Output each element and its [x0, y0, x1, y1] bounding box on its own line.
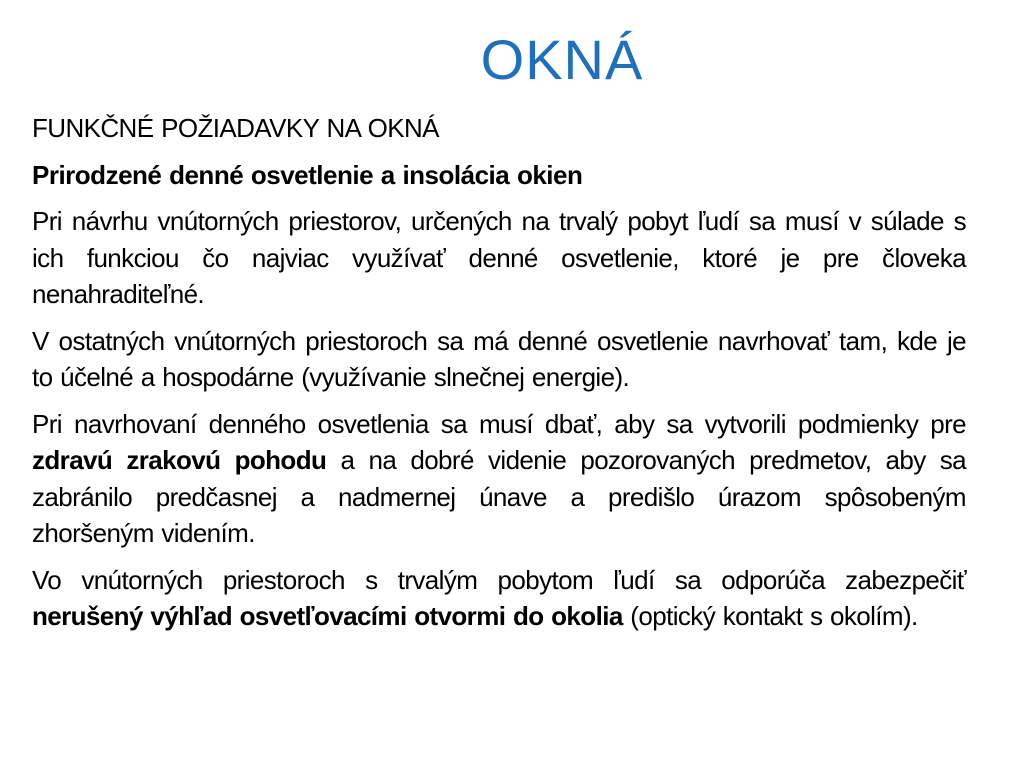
slide-body — [32, 110, 966, 645]
text-run: Pri navrhovaní denného osvetlenia sa musí dbať, aby sa vytvorili podmienky pre — [32, 408, 966, 439]
text-run: a na dobré videnie pozorovaných predmetov, aby sa zabránilo predčasnej a nadmernej únave a predišlo úrazom spôsobeným zhoršeným videním. — [32, 445, 967, 548]
paragraph-outside-view — [32, 562, 966, 635]
paragraph-other-interiors: V ostatných vnútorných priestoroch sa má denné osvetlenie navrhovať tam, kde je to účelné a hospodárne (využívanie slnečnej energie). — [32, 325, 966, 392]
text-run: Vo vnútorných priestoroch s trvalým pobytom ľudí sa odporúča zabezpečiť — [32, 564, 966, 595]
subsection-heading: Prirodzené denné osvetlenie a insolácia okien — [32, 159, 583, 190]
paragraph-visual-comfort — [32, 406, 966, 552]
emphasis-text: nerušený výhľad osvetľovacími otvormi do okolia — [32, 601, 623, 631]
emphasis-text: zdravú zrakovú pohodu — [32, 445, 327, 475]
paragraph-design-interiors: Pri návrhu vnútorných priestorov, určených na trvalý pobyt ľudí sa musí v súlade s ich funkciou čo najviac využívať denné osvetlenie, ktoré je pre človeka nenahraditeľné. — [32, 206, 966, 309]
slide-title: OKNÁ — [480, 28, 644, 91]
section-heading: FUNKČNÉ POŽIADAVKY NA OKNÁ — [32, 113, 439, 143]
text-run: (optický kontakt s okolím). — [622, 601, 918, 631]
